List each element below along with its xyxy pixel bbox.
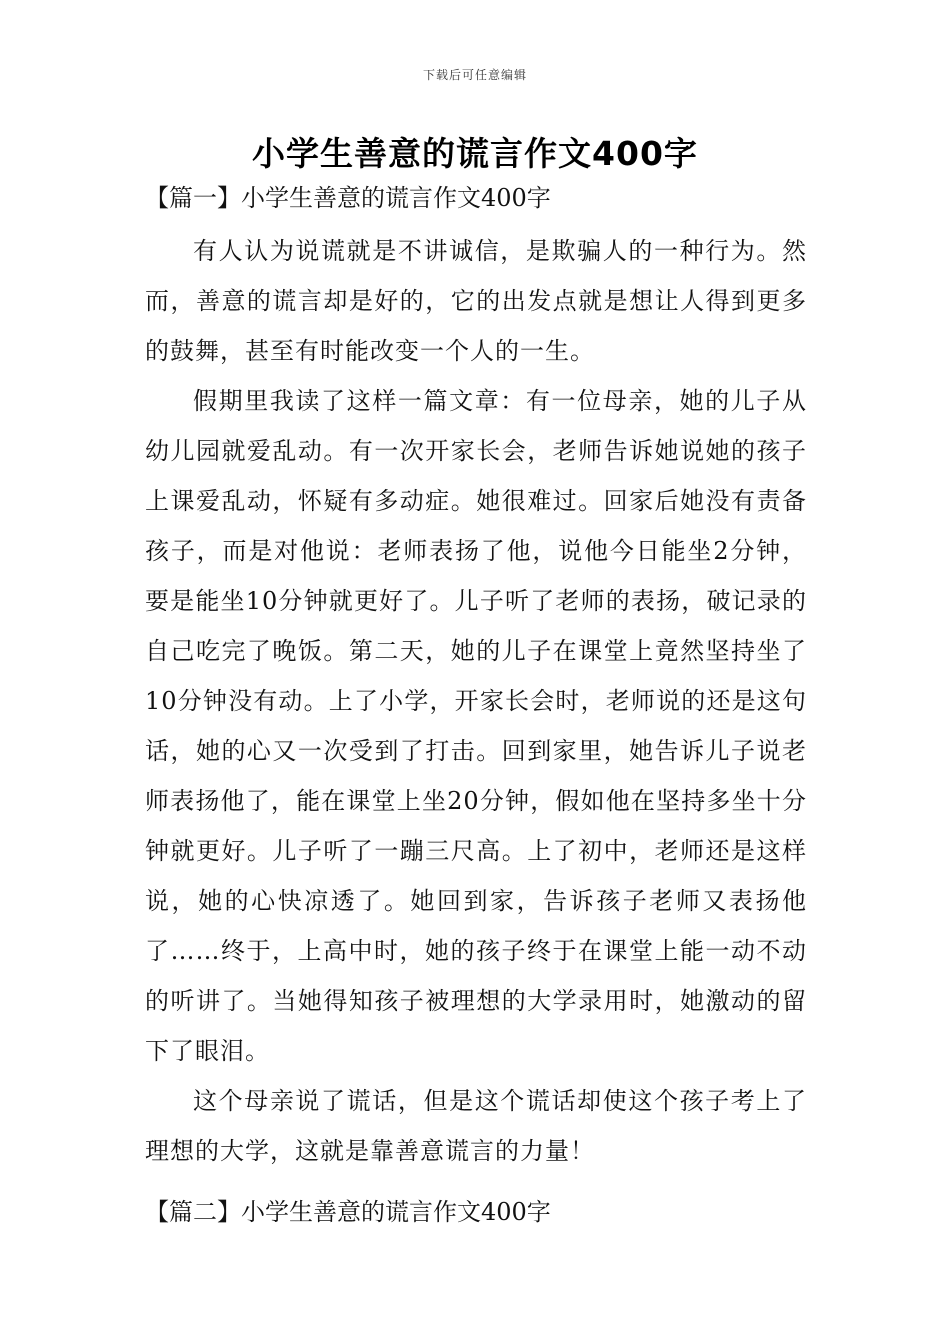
document-body [145,178,807,1240]
paragraph-3: 这个母亲说了谎话，但是这个谎话却使这个孩子考上了理想的大学，这就是靠善意谎言的力量！ [145,1087,807,1165]
paragraph-1: 有人认为说谎就是不讲诚信，是欺骗人的一种行为。然而，善意的谎言却是好的，它的出发点就是想让人得到更多的鼓舞，甚至有时能改变一个人的一生。 [145,237,807,365]
paragraph-2: 假期里我读了这样一篇文章：有一位母亲，她的儿子从幼儿园就爱乱动。有一次开家长会，老师告诉她说她的孩子上课爱乱动，怀疑有多动症。她很难过。回家后她没有责备孩子，而是对他说：老师表扬了他，说他今日能坐2分钟，要是能坐10分钟就更好了。儿子听了老师的表扬，破记录的自己吃完了晚饭。第二天，她的儿子在课堂上竟然坚持坐了10分钟没有动。上了小学，开家长会时，老师说的还是这句话，她的心又一次受到了打击。回到家里，她告诉儿子说老师表扬他了，能在课堂上坐20分钟，假如他在坚持多坐十分钟就更好。儿子听了一蹦三尺高。上了初中，老师还是这样说，她的心快凉透了。她回到家，告诉孩子老师又表扬他了……终于，上高中时，她的孩子终于在课堂上能一动不动的听讲了。当她得知孩子被理想的大学录用时，她激动的留下了眼泪。 [145,387,807,1065]
header-note: 下载后可任意编辑 [422,68,527,82]
section-heading-2: 【篇二】小学生善意的谎言作文400字 [145,1198,551,1226]
document-title: 小学生善意的谎言作文400字 [252,134,698,173]
section-heading-1: 【篇一】小学生善意的谎言作文400字 [145,184,551,212]
